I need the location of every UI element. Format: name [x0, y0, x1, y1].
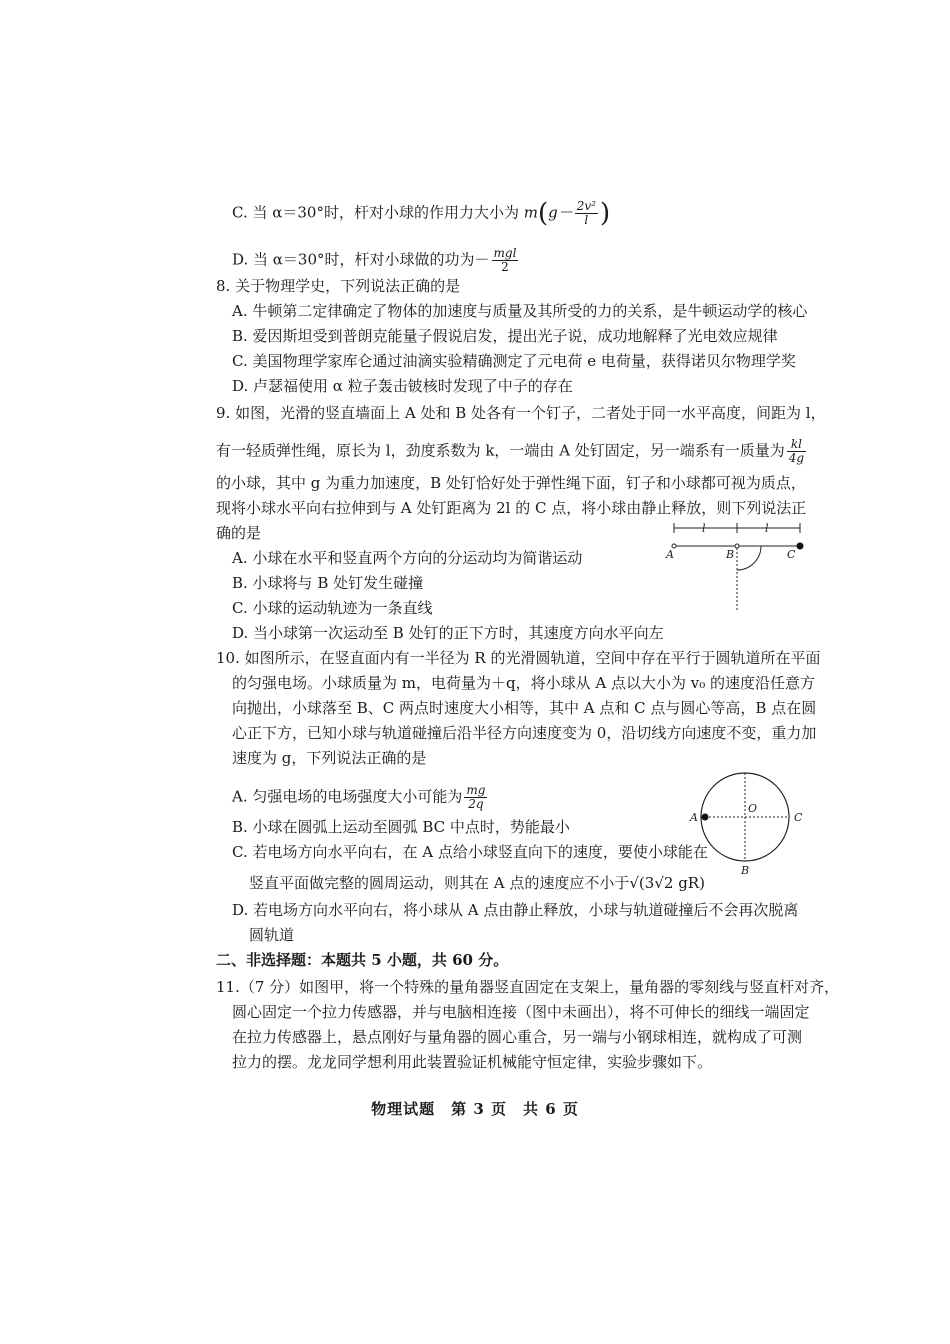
label-b: B — [741, 864, 750, 877]
q7-option-c-text: C. 当 α＝30°时，杆对小球的作用力大小为 — [232, 203, 524, 222]
q7-option-c: C. 当 α＝30°时，杆对小球的作用力大小为 m(g－ $\frac{\text{2v²}}{l}$ ) — [232, 198, 611, 229]
q7-option-d-text: D. 当 α＝30°时，杆对小球做的功为－ — [232, 250, 490, 269]
q8-option-b: B. 爱因斯坦受到普朗克能量子假说启发，提出光子说，成功地解释了光电效应规律 — [232, 327, 778, 345]
q10-option-d-line-2: 圆轨道 — [249, 926, 295, 944]
nail-b — [735, 544, 739, 548]
q9-diagram — [662, 520, 812, 615]
label-o: O — [748, 802, 758, 815]
page-footer: 物理试题 第 3 页 共 6 页 — [371, 1100, 579, 1118]
q9-stem-line-2: 有一轻质弹性绳，原长为 l，劲度系数为 k，一端由 A 处钉固定，另一端系有一质量为 $\frac{kl}{4g}$ — [216, 437, 805, 465]
q10-stem-line-2: 的匀强电场。小球质量为 m，电荷量为＋q，将小球从 A 点以大小为 v₀ 的速度沿任意方 — [232, 674, 815, 692]
q11-stem-line-4: 拉力的摆。龙龙同学想利用此装置验证机械能守恒定律，实验步骤如下。 — [232, 1053, 713, 1071]
q11-stem-line-2: 圆心固定一个拉力传感器，并与电脑相连接（图中未画出），将不可伸长的细线一端固定 — [232, 1003, 810, 1021]
dimension-label-l2: l — [765, 522, 769, 535]
q8-option-d: D. 卢瑟福使用 α 粒子轰击铍核时发现了中子的存在 — [232, 377, 573, 395]
ball-c — [797, 543, 804, 550]
q11-stem-line-1: 11.（7 分）如图甲，将一个特殊的量角器竖直固定在支架上，量角器的零刻线与竖直杆对齐， — [216, 978, 840, 996]
q8-stem: 8. 关于物理学史，下列说法正确的是 — [216, 277, 461, 295]
q10-option-c-line-2: 竖直平面做完整的圆周运动，则其在 A 点的速度应不小于√(3√2 gR) — [249, 874, 705, 892]
q8-option-c: C. 美国物理学家库仑通过油滴实验精确测定了元电荷 e 电荷量，获得诺贝尔物理学奖 — [232, 352, 796, 370]
label-b: B — [726, 548, 735, 561]
q9-option-c: C. 小球的运动轨迹为一条直线 — [232, 599, 433, 617]
q10-stem-line-3: 向抛出，小球落至 B、C 两点时速度大小相等，其中 A 点和 C 点与圆心等高，B 点在圆 — [232, 699, 817, 717]
q10-option-c-line-1: C. 若电场方向水平向右，在 A 点给小球竖直向下的速度，要使小球能在 — [232, 843, 708, 861]
q9-option-a: A. 小球在水平和竖直两个方向的分运动均为简谐运动 — [232, 549, 583, 567]
label-a: A — [690, 811, 698, 824]
q7-option-c-m: m — [523, 203, 538, 222]
q10-stem-line-5: 速度为 g，下列说法正确的是 — [232, 749, 427, 767]
q9-mass-fraction: $\frac{kl}{4g}$ — [788, 437, 805, 465]
ball-at-a — [702, 814, 709, 821]
q10-option-d-line-1: D. 若电场方向水平向右，将小球从 A 点由静止释放，小球与轨道碰撞后不会再次脱离 — [232, 901, 799, 919]
label-c: C — [794, 811, 803, 824]
q9-stem-line-1: 9. 如图，光滑的竖直墙面上 A 处和 B 处各有一个钉子，二者处于同一水平高度，间距为 l， — [216, 404, 826, 422]
label-c: C — [787, 548, 796, 561]
q10-option-b: B. 小球在圆弧上运动至圆弧 BC 中点时，势能最小 — [232, 818, 570, 836]
q10-option-a: A. 匀强电场的电场强度大小可能为 $\frac{mg}{2q}$ — [232, 783, 486, 811]
dimension-label-l1: l — [702, 522, 706, 535]
q10-field-fraction: $\frac{mg}{2q}$ — [466, 783, 486, 811]
q9-option-d: D. 当小球第一次运动至 B 处钉的正下方时，其速度方向水平向左 — [232, 624, 664, 642]
section-2-heading: 二、非选择题：本题共 5 小题，共 60 分。 — [216, 951, 509, 969]
q9-stem-line-4: 现将小球水平向右拉伸到与 A 处钉距离为 2l 的 C 点，将小球由静止释放，则下列说法正 — [216, 499, 807, 517]
q11-stem-line-3: 在拉力传感器上，悬点刚好与量角器的圆心重合，另一端与小钢球相连，就构成了可测 — [232, 1028, 803, 1046]
q10-stem-line-4: 心正下方，已知小球与轨道碰撞后沿半径方向速度变为 0，沿切线方向速度不变，重力加 — [232, 724, 817, 742]
label-a: A — [666, 548, 674, 561]
q7-option-d — [232, 247, 520, 274]
q9-stem-line-5: 确的是 — [216, 524, 262, 542]
q7-option-c-g: g－ — [548, 203, 573, 222]
q7-option-c-fraction: $\frac{\text{2v²}}{l}$ — [576, 199, 596, 227]
q9-stem-line-3: 的小球，其中 g 为重力加速度，B 处钉恰好处于弹性绳下面，钉子和小球都可视为质点， — [216, 474, 806, 492]
q9-option-b: B. 小球将与 B 处钉发生碰撞 — [232, 574, 424, 592]
q10-stem-line-1: 10. 如图所示，在竖直面内有一半径为 R 的光滑圆轨道，空间中存在平行于圆轨道所在平面 — [216, 649, 821, 667]
q8-option-a: A. 牛顿第二定律确定了物体的加速度与质量及其所受的力的关系，是牛顿运动学的核心 — [232, 302, 808, 320]
q7-option-d-fraction: $\frac{\text{mgl}}{2}$ — [493, 246, 517, 274]
trajectory-arc — [737, 546, 761, 570]
q10-diagram — [684, 770, 809, 880]
